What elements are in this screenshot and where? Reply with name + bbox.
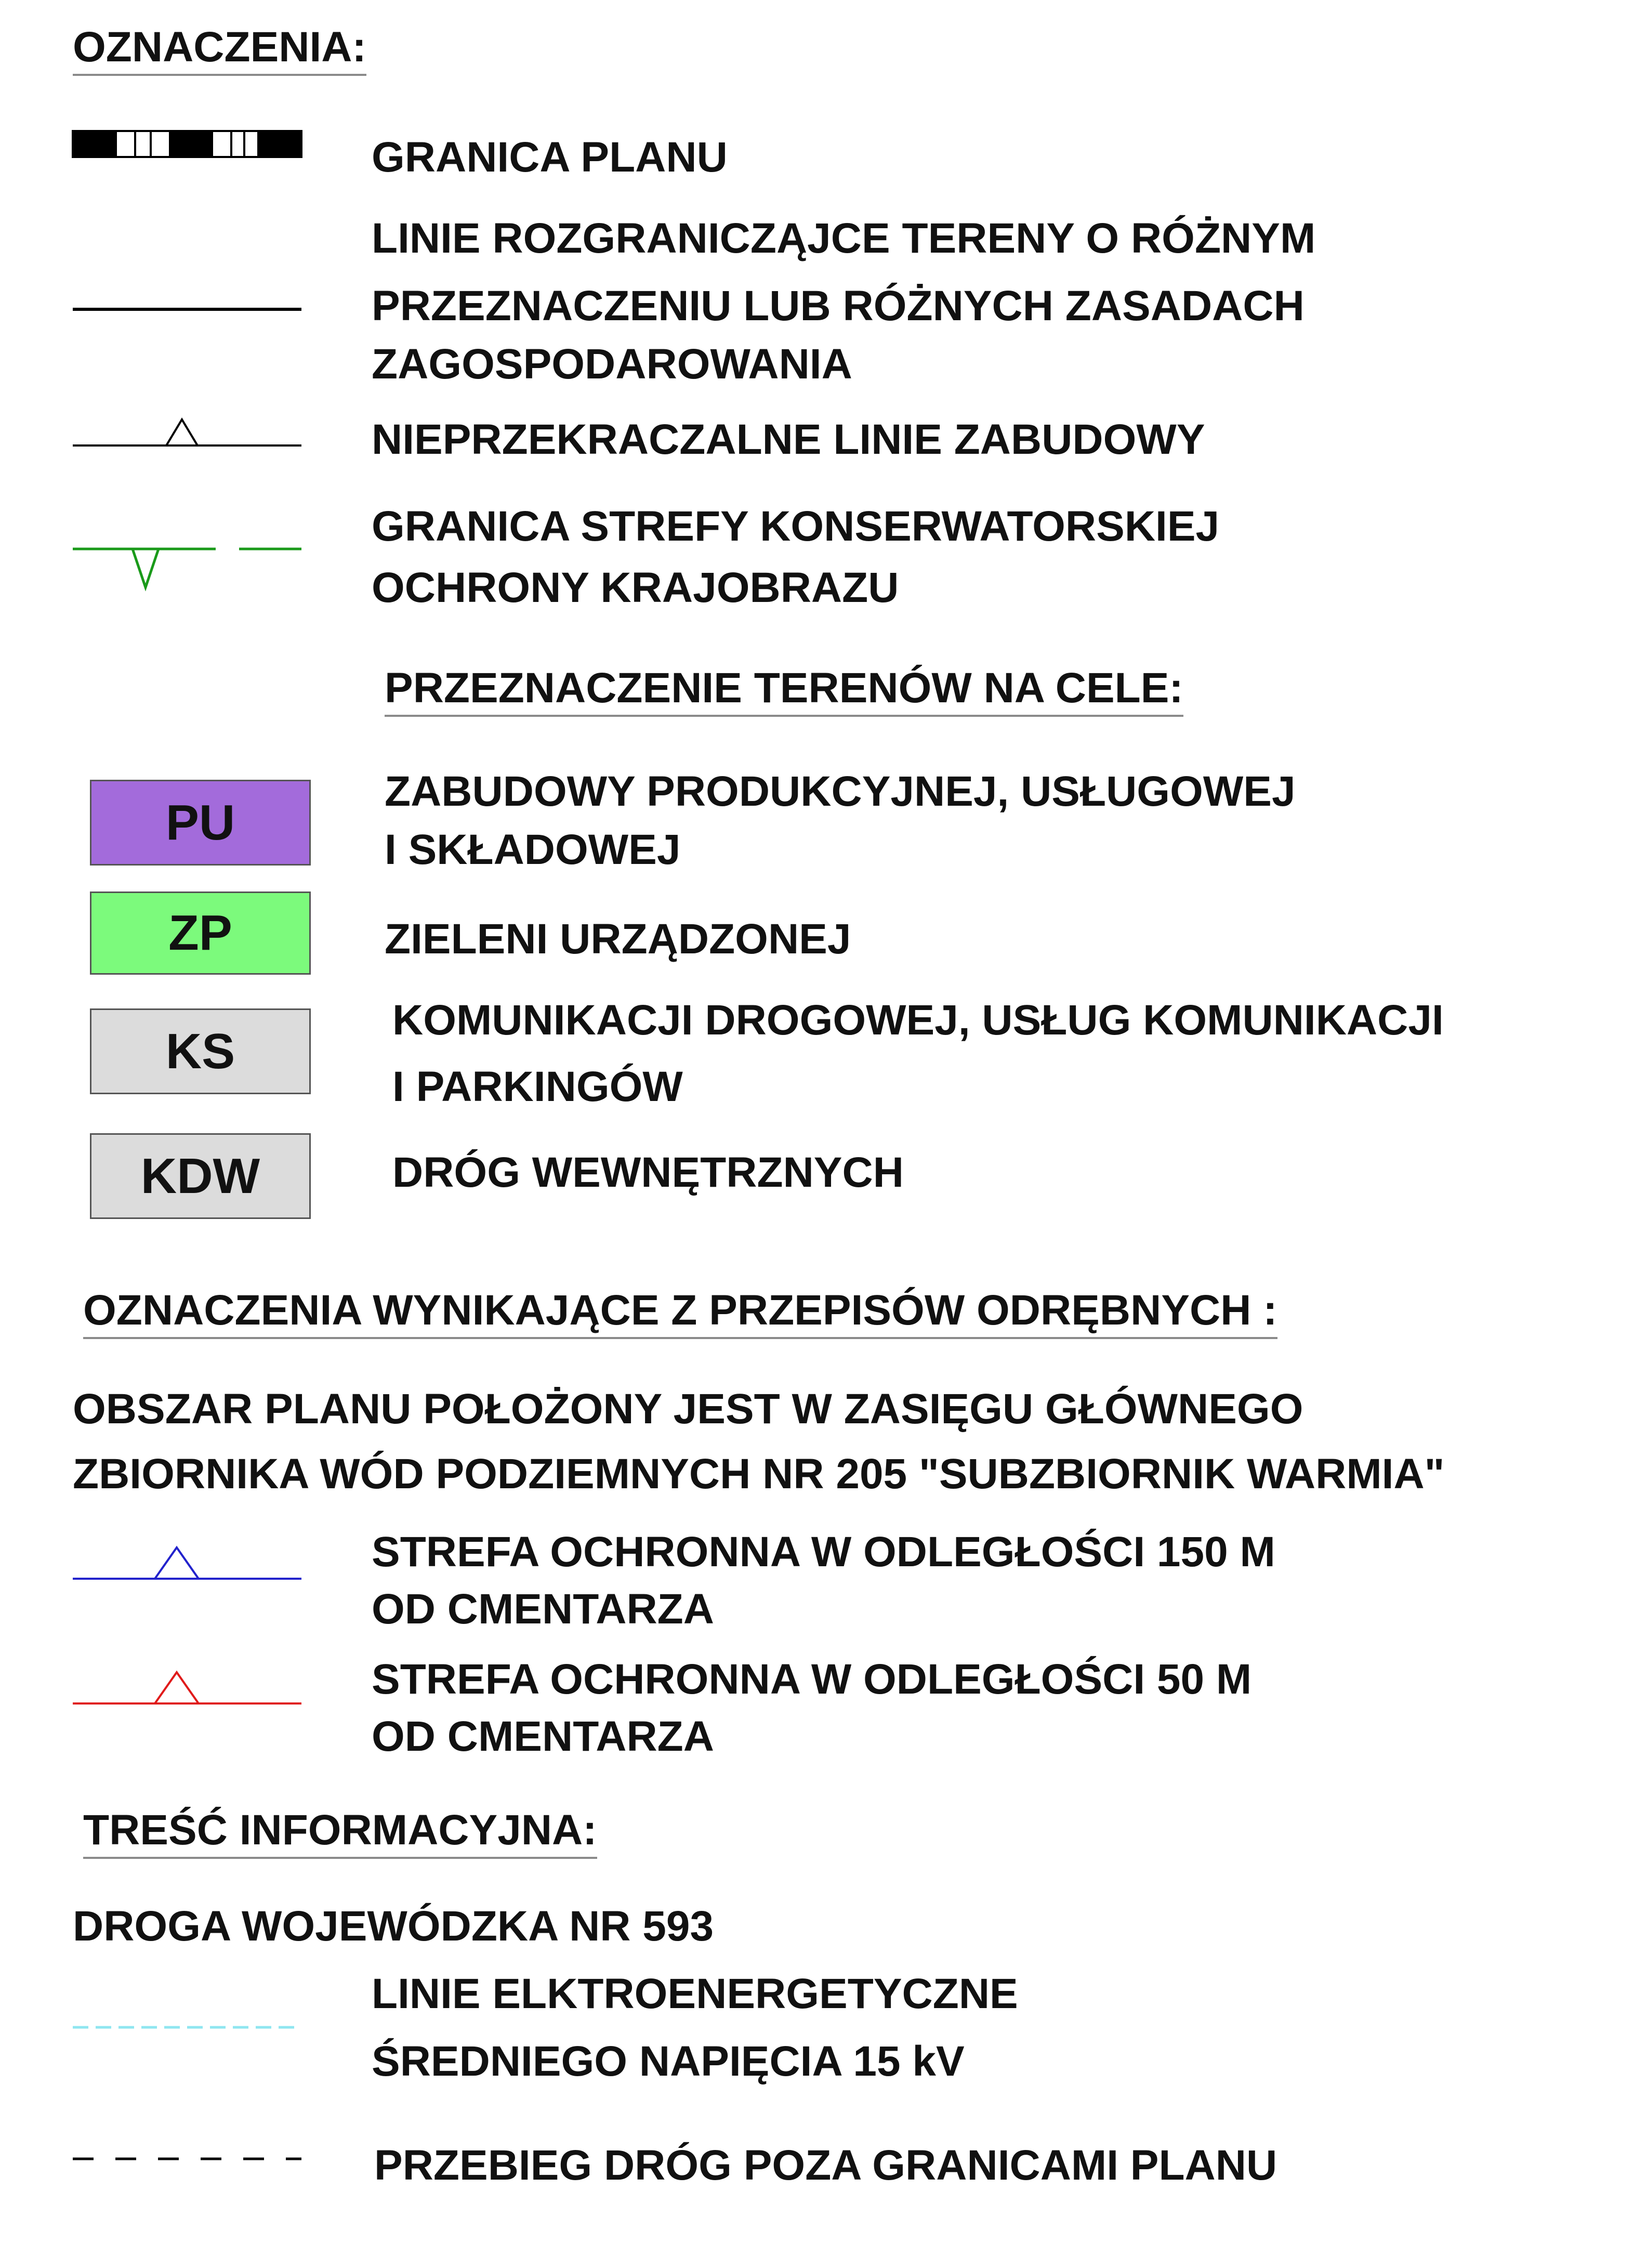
label-linie-rozgraniczajace-2: PRZEZNACZENIU LUB RÓŻNYCH ZASADACH xyxy=(372,282,1305,330)
protection-zone-50-symbol xyxy=(73,1671,301,1708)
zone-label-zp: ZIELENI URZĄDZONEJ xyxy=(385,915,851,963)
label-strefa-konserwatorska-1: GRANICA STREFY KONSERWATORSKIEJ xyxy=(372,503,1220,550)
zone-label-ks-2: I PARKINGÓW xyxy=(392,1063,683,1110)
zone-box-kdw xyxy=(90,1133,311,1219)
power-line-symbol xyxy=(73,2025,301,2030)
zone-label-ks-1: KOMUNIKACJI DROGOWEJ, USŁUG KOMUNIKACJI xyxy=(392,997,1444,1044)
label-droga-wojewodzka: DROGA WOJEWÓDZKA NR 593 xyxy=(73,1903,714,1950)
zone-label-kdw: DRÓG WEWNĘTRZNYCH xyxy=(392,1149,904,1196)
label-linie-elektro-1: LINIE ELKTROENERGETYCZNE xyxy=(372,1970,1018,2017)
zone-code-zp: ZP xyxy=(168,905,232,961)
label-granica-planu: GRANICA PLANU xyxy=(372,134,728,181)
protection-zone-150-symbol xyxy=(73,1546,301,1583)
header-odrebne: OZNACZENIA WYNIKAJĄCE Z PRZEPISÓW ODRĘBNYCH : xyxy=(83,1289,1277,1339)
zone-label-pu-1: ZABUDOWY PRODUKCYJNEJ, USŁUGOWEJ xyxy=(385,768,1296,815)
label-obszar-1: OBSZAR PLANU POŁOŻONY JEST W ZASIĘGU GŁÓWNEGO xyxy=(73,1385,1303,1433)
zone-box-ks xyxy=(90,1008,311,1094)
label-strefa-konserwatorska-2: OCHRONY KRAJOBRAZU xyxy=(372,564,899,611)
label-obszar-2: ZBIORNIKA WÓD PODZIEMNYCH NR 205 "SUBZBIORNIK WARMIA" xyxy=(73,1450,1445,1498)
label-linie-rozgraniczajace-3: ZAGOSPODAROWANIA xyxy=(372,340,852,388)
zone-label-pu-2: I SKŁADOWEJ xyxy=(385,826,681,873)
zone-box-zp xyxy=(90,892,311,975)
zone-code-pu: PU xyxy=(165,794,235,850)
label-strefa-150-2: OD CMENTARZA xyxy=(372,1585,714,1633)
zone-code-ks: KS xyxy=(165,1023,235,1079)
plan-boundary-symbol xyxy=(73,130,301,161)
label-nieprzekraczalne: NIEPRZEKRACZALNE LINIE ZABUDOWY xyxy=(372,416,1205,463)
building-line-symbol xyxy=(73,413,301,450)
zone-box-pu xyxy=(90,780,311,866)
header-przeznaczenie: PRZEZNACZENIE TERENÓW NA CELE: xyxy=(385,667,1183,717)
label-strefa-50-2: OD CMENTARZA xyxy=(372,1713,714,1760)
label-strefa-50-1: STREFA OCHRONNA W ODLEGŁOŚCI 50 M xyxy=(372,1656,1252,1703)
label-przebieg-drog: PRZEBIEG DRÓG POZA GRANICAMI PLANU xyxy=(374,2142,1277,2189)
label-linie-elektro-2: ŚREDNIEGO NAPIĘCIA 15 kV xyxy=(372,2038,965,2085)
dividing-line-symbol xyxy=(73,307,301,312)
header-oznaczenia: OZNACZENIA: xyxy=(73,26,366,76)
label-linie-rozgraniczajace-1: LINIE ROZGRANICZĄJCE TERENY O RÓŻNYM xyxy=(372,215,1316,262)
conservation-zone-symbol xyxy=(73,546,301,593)
road-outside-plan-symbol xyxy=(73,2156,301,2161)
label-strefa-150-1: STREFA OCHRONNA W ODLEGŁOŚCI 150 M xyxy=(372,1528,1275,1576)
header-informacyjna: TREŚĆ INFORMACYJNA: xyxy=(83,1809,597,1859)
zone-code-kdw: KDW xyxy=(140,1148,260,1204)
